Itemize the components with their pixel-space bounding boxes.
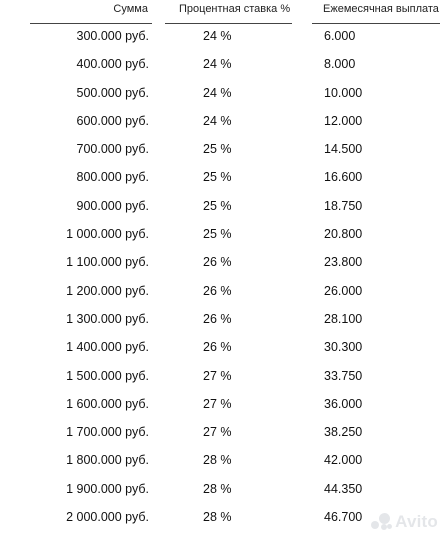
cell-payment: 30.300	[324, 340, 363, 355]
header-sum: Сумма	[113, 3, 148, 15]
cell-rate: 25 %	[203, 142, 232, 157]
cell-sum: 1 600.000 руб.	[66, 396, 149, 411]
cell-rate: 25 %	[203, 170, 232, 185]
cell-sum: 900.000 руб.	[76, 198, 149, 213]
cell-payment: 36.000	[324, 396, 363, 411]
cell-payment: 20.800	[324, 227, 363, 242]
table-row	[0, 246, 448, 274]
cell-payment: 26.000	[324, 283, 363, 298]
table-row	[0, 303, 448, 331]
cell-payment: 16.600	[324, 170, 363, 185]
cell-payment: 28.100	[324, 311, 363, 326]
cell-payment: 42.000	[324, 453, 363, 468]
cell-payment: 8.000	[324, 57, 356, 72]
table-body	[0, 20, 448, 529]
cell-sum: 600.000 руб.	[76, 113, 149, 128]
cell-rate: 26 %	[203, 311, 232, 326]
avito-logo-text: Avito	[395, 512, 438, 531]
header-rate: Процентная ставка %	[179, 3, 291, 15]
avito-logo-icon	[371, 512, 391, 532]
cell-rate: 27 %	[203, 368, 232, 383]
cell-rate: 25 %	[203, 227, 232, 242]
cell-sum: 800.000 руб.	[76, 170, 149, 185]
cell-payment: 44.350	[324, 481, 363, 496]
cell-sum: 2 000.000 руб.	[66, 510, 149, 525]
table-row	[0, 331, 448, 359]
cell-rate: 27 %	[203, 396, 232, 411]
cell-payment: 12.000	[324, 113, 363, 128]
cell-sum: 1 400.000 руб.	[66, 340, 149, 355]
table-row	[0, 473, 448, 501]
cell-rate: 24 %	[203, 113, 232, 128]
cell-rate: 28 %	[203, 453, 232, 468]
cell-rate: 26 %	[203, 340, 232, 355]
table-row	[0, 275, 448, 303]
cell-sum: 1 000.000 руб.	[66, 227, 149, 242]
cell-payment: 10.000	[324, 85, 363, 100]
cell-rate: 28 %	[203, 510, 232, 525]
cell-rate: 26 %	[203, 255, 232, 270]
cell-sum: 500.000 руб.	[76, 85, 149, 100]
table-row	[0, 190, 448, 218]
cell-rate: 24 %	[203, 57, 232, 72]
table-row	[0, 416, 448, 444]
cell-sum: 1 800.000 руб.	[66, 453, 149, 468]
cell-rate: 25 %	[203, 198, 232, 213]
cell-rate: 26 %	[203, 283, 232, 298]
cell-payment: 6.000	[324, 29, 356, 43]
cell-sum: 300.000 руб.	[76, 29, 149, 43]
cell-rate: 24 %	[203, 85, 232, 100]
cell-sum: 1 500.000 руб.	[66, 368, 149, 383]
cell-payment: 14.500	[324, 142, 363, 157]
cell-rate: 28 %	[203, 481, 232, 496]
table-row	[0, 105, 448, 133]
cell-sum: 1 700.000 руб.	[66, 425, 149, 440]
header-payment: Ежемесячная выплата	[323, 3, 439, 15]
cell-rate: 27 %	[203, 425, 232, 440]
cell-payment: 38.250	[324, 425, 363, 440]
table-row	[0, 133, 448, 161]
table-row	[0, 20, 448, 48]
avito-watermark	[371, 512, 438, 532]
cell-payment: 33.750	[324, 368, 363, 383]
table-row	[0, 161, 448, 189]
cell-sum: 700.000 руб.	[76, 142, 149, 157]
table-row	[0, 360, 448, 388]
cell-rate: 24 %	[203, 29, 232, 43]
cell-sum: 1 100.000 руб.	[66, 255, 149, 270]
cell-sum: 400.000 руб.	[76, 57, 149, 72]
cell-sum: 1 900.000 руб.	[66, 481, 149, 496]
cell-payment: 46.700	[324, 510, 363, 525]
table-row	[0, 444, 448, 472]
cell-sum: 1 200.000 руб.	[66, 283, 149, 298]
table-row	[0, 388, 448, 416]
table-row	[0, 218, 448, 246]
table-row	[0, 77, 448, 105]
cell-sum: 1 300.000 руб.	[66, 311, 149, 326]
cell-payment: 23.800	[324, 255, 363, 270]
table-row	[0, 48, 448, 76]
cell-payment: 18.750	[324, 198, 363, 213]
table-header	[0, 0, 448, 22]
